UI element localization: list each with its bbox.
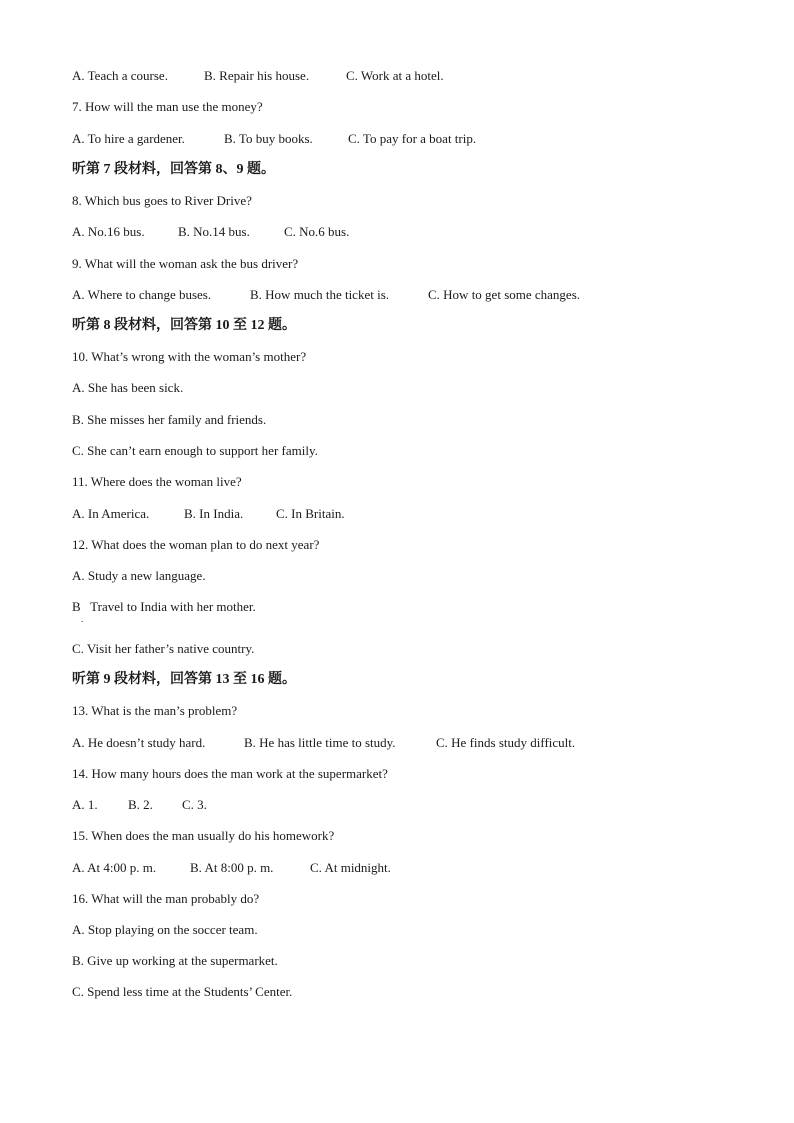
option-b: B. In India. — [184, 506, 244, 521]
option-b: B. Give up working at the supermarket. — [72, 953, 278, 968]
option-c: C. Work at a hotel. — [346, 68, 444, 83]
question-15: 15. When does the man usually do his homework? — [72, 828, 335, 843]
option-a: A. Study a new language. — [72, 568, 206, 583]
question-16: 16. What will the man probably do? — [72, 891, 260, 906]
question-13: 13. What is the man’s problem? — [72, 703, 238, 718]
option-a: A. Teach a course. — [72, 68, 168, 83]
option-b: B. No.14 bus. — [178, 224, 250, 239]
option-b: B. How much the ticket is. — [250, 287, 390, 302]
question-10: 10. What’s wrong with the woman’s mother? — [72, 349, 307, 364]
stray-dot: . — [81, 614, 84, 624]
question-14: 14. How many hours does the man work at the supermarket? — [72, 766, 388, 781]
option-a: A. He doesn’t study hard. — [72, 735, 206, 750]
option-a: A. She has been sick. — [72, 380, 184, 395]
option-b: B. To buy books. — [224, 131, 313, 146]
option-a: A. Stop playing on the soccer team. — [72, 922, 258, 937]
option-c: C. At midnight. — [310, 860, 391, 875]
option-c: C. To pay for a boat trip. — [348, 131, 477, 146]
option-c: C. Spend less time at the Students’ Center. — [72, 984, 293, 999]
option-c: C. Visit her father’s native country. — [72, 641, 255, 656]
option-c: C. She can’t earn enough to support her family. — [72, 443, 318, 458]
question-7: 7. How will the man use the money? — [72, 99, 263, 114]
option-b-text: B Travel to India with her mother. — [72, 599, 256, 614]
option-a: A. In America. — [72, 506, 150, 521]
option-c: C. He finds study difficult. — [436, 735, 576, 750]
option-a: A. To hire a gardener. — [72, 131, 185, 146]
question-8: 8. Which bus goes to River Drive? — [72, 193, 252, 208]
option-a: A. No.16 bus. — [72, 224, 145, 239]
option-a: A. At 4:00 p. m. — [72, 860, 157, 875]
section-heading: 听第 9 段材料，回答第 13 至 16 题。 — [72, 672, 296, 687]
option-b: B. He has little time to study. — [244, 735, 396, 750]
section-heading: 听第 8 段材料，回答第 10 至 12 题。 — [72, 318, 296, 333]
option-c: C. 3. — [182, 797, 207, 812]
option-c: C. In Britain. — [276, 506, 345, 521]
question-11: 11. Where does the woman live? — [72, 474, 242, 489]
option-b — [72, 599, 256, 624]
option-b: B. 2. — [128, 797, 153, 812]
option-c: C. No.6 bus. — [284, 224, 350, 239]
option-b: B. At 8:00 p. m. — [190, 860, 274, 875]
option-b: B. She misses her family and friends. — [72, 412, 267, 427]
question-9: 9. What will the woman ask the bus driver? — [72, 256, 299, 271]
option-c: C. How to get some changes. — [428, 287, 581, 302]
question-12: 12. What does the woman plan to do next year? — [72, 537, 320, 552]
option-a: A. Where to change buses. — [72, 287, 212, 302]
option-a: A. 1. — [72, 797, 98, 812]
option-b: B. Repair his house. — [204, 68, 310, 83]
section-heading: 听第 7 段材料，回答第 8、9 题。 — [72, 162, 275, 177]
